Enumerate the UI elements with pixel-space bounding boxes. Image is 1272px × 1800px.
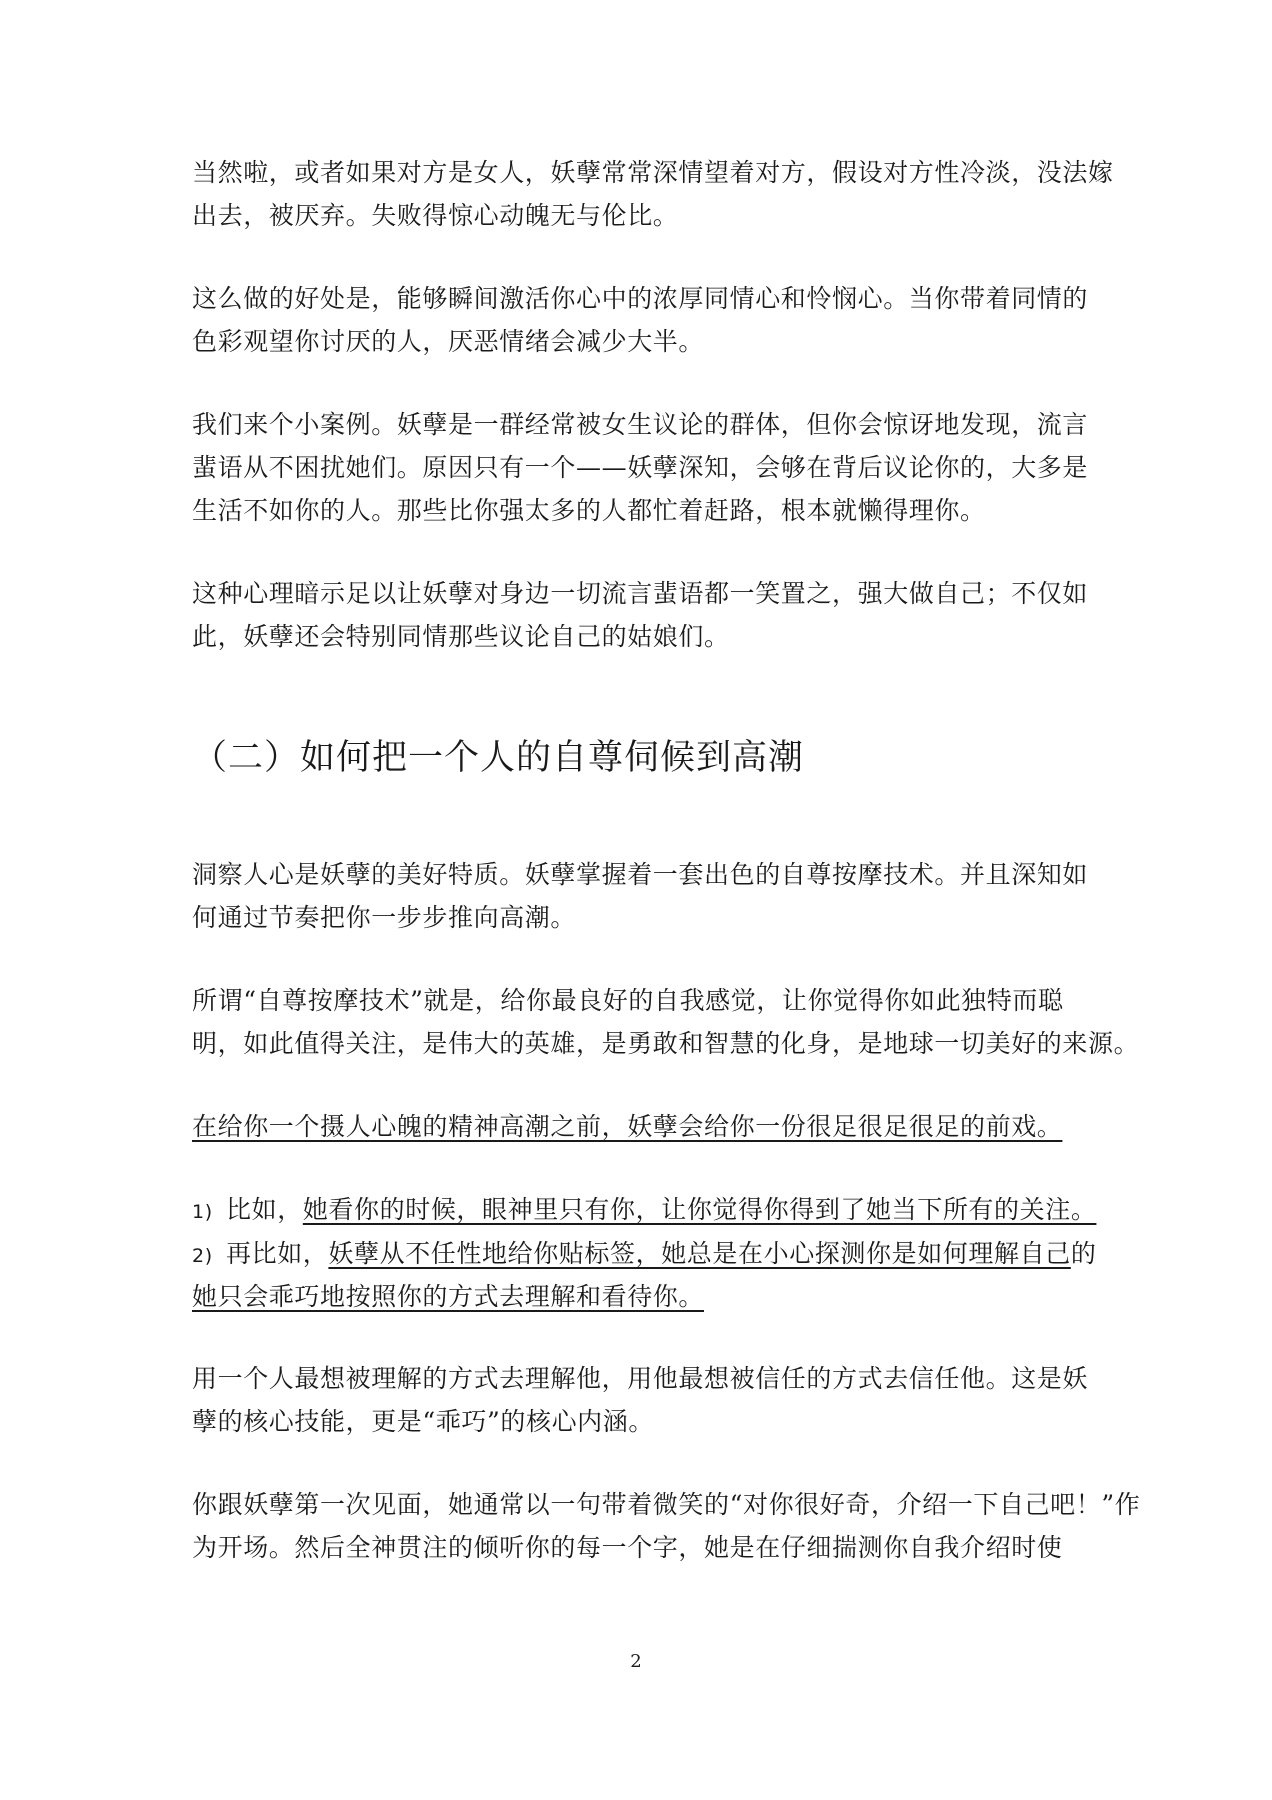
list-marker-1: 1) xyxy=(192,1201,213,1223)
paragraph-1-line-1: 当然啦，或者如果对方是女人，妖孽常常深情望着对方，假设对方性冷淡，没法嫁 xyxy=(192,158,1114,187)
paragraph-9-line-1: 你跟妖孽第一次见面，她通常以一句带着微笑的“对你很好奇，介绍一下自己吧！”作 xyxy=(192,1490,1141,1519)
list-item-2-underlined: 妖孽从不任性地给你贴标签，她总是在小心探测你是如何理解自己 xyxy=(328,1239,1071,1268)
paragraph-6-line-1: 所谓“自尊按摩技术”就是，给你最良好的自我感觉，让你觉得你如此独特而聪 xyxy=(192,986,1064,1015)
list-item-2-tail: 的 xyxy=(1070,1239,1097,1268)
paragraph-5-line-2: 何通过节奏把你一步步推向高潮。 xyxy=(192,903,577,932)
paragraph-2-line-2: 色彩观望你讨厌的人，厌恶情绪会减少大半。 xyxy=(192,327,705,356)
paragraph-4-line-1: 这种心理暗示足以让妖孽对身边一切流言蜚语都一笑置之，强大做自己；不仅如 xyxy=(192,579,1089,608)
paragraph-3-line-1: 我们来个小案例。妖孽是一群经常被女生议论的群体，但你会惊讶地发现，流言 xyxy=(192,410,1089,439)
list-item-1-lead: 比如， xyxy=(226,1195,303,1224)
list-marker-2: 2) xyxy=(192,1245,213,1267)
paragraph-8-line-2: 孽的核心技能，更是“乖巧”的核心内涵。 xyxy=(192,1407,654,1436)
paragraph-8-line-1: 用一个人最想被理解的方式去理解他，用他最想被信任的方式去信任他。这是妖 xyxy=(192,1364,1089,1393)
paragraph-9-line-2: 为开场。然后全神贯注的倾听你的每一个字，她是在仔细揣测你自我介绍时使 xyxy=(192,1533,1063,1562)
paragraph-1-line-2: 出去，被厌弃。失败得惊心动魄无与伦比。 xyxy=(192,201,679,230)
list-item-2 xyxy=(192,1237,1112,1273)
list-item-1-underlined: 她看你的时候，眼神里只有你，让你觉得你得到了她当下所有的关注。 xyxy=(302,1195,1097,1224)
page-number: 2 xyxy=(630,1651,642,1672)
section-heading: （二）如何把一个人的自尊伺候到高潮 xyxy=(192,738,805,778)
paragraph-3-line-2: 蜚语从不困扰她们。原因只有一个——妖孽深知，会够在背后议论你的，大多是 xyxy=(192,453,1089,482)
paragraph-2-line-1: 这么做的好处是，能够瞬间激活你心中的浓厚同情心和怜悯心。当你带着同情的 xyxy=(192,284,1089,313)
underlined-statement: 在给你一个摄人心魄的精神高潮之前，妖孽会给你一份很足很足很足的前戏。 xyxy=(192,1112,1063,1141)
list-item-2-line-2: 她只会乖巧地按照你的方式去理解和看待你。 xyxy=(192,1282,705,1311)
list-item-1 xyxy=(192,1193,1112,1229)
paragraph-4-line-2: 此，妖孽还会特别同情那些议论自己的姑娘们。 xyxy=(192,622,730,651)
list-item-2-lead: 再比如， xyxy=(226,1239,329,1268)
paragraph-3-line-3: 生活不如你的人。那些比你强太多的人都忙着赶路，根本就懒得理你。 xyxy=(192,496,986,525)
paragraph-5-line-1: 洞察人心是妖孽的美好特质。妖孽掌握着一套出色的自尊按摩技术。并且深知如 xyxy=(192,860,1089,889)
paragraph-6-line-2: 明，如此值得关注，是伟大的英雄，是勇敢和智慧的化身，是地球一切美好的来源。 xyxy=(192,1029,1140,1058)
